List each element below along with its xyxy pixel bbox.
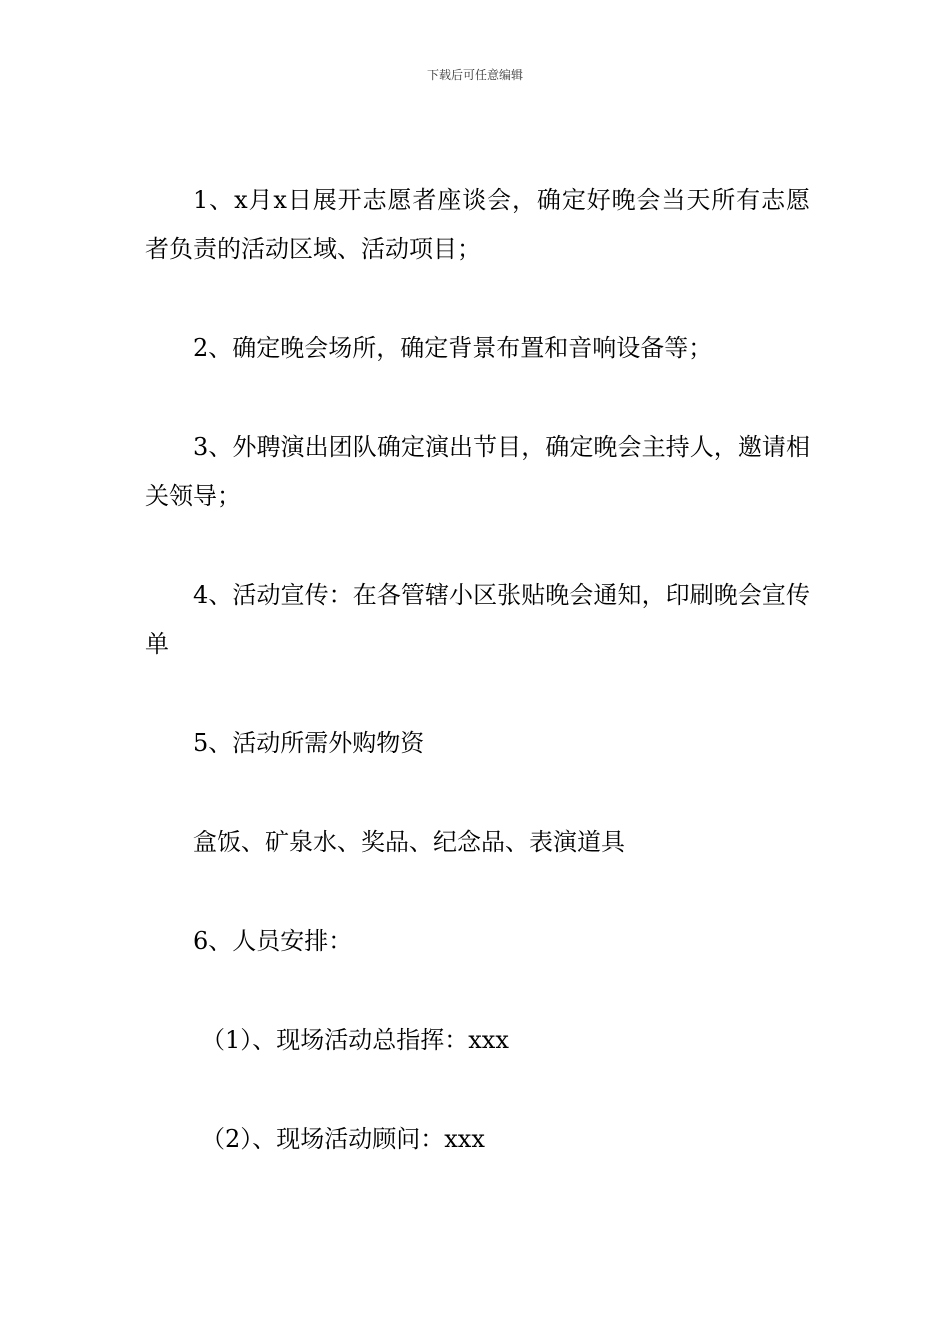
paragraph-staff-1: （1）、现场活动总指挥：xxx <box>201 1026 509 1054</box>
paragraph-1: 1、x月x日展开志愿者座谈会，确定好晚会当天所有志愿者负责的活动区域、活动项目； <box>145 186 810 263</box>
paragraph-3: 3、外聘演出团队确定演出节目，确定晚会主持人，邀请相关领导； <box>145 433 810 510</box>
paragraph-supplies: 盒饭、矿泉水、奖品、纪念品、表演道具 <box>193 828 625 856</box>
paragraph-2: 2、确定晚会场所，确定背景布置和音响设备等； <box>193 334 713 362</box>
paragraph-staff-2: （2）、现场活动顾问：xxx <box>201 1125 485 1153</box>
paragraph-6: 6、人员安排： <box>193 927 353 955</box>
document-body <box>145 176 810 1164</box>
paragraph-5: 5、活动所需外购物资 <box>193 729 425 757</box>
header-note: 下载后可任意编辑 <box>426 68 523 82</box>
paragraph-4: 4、活动宣传：在各管辖小区张贴晚会通知，印刷晚会宣传单 <box>145 581 810 658</box>
